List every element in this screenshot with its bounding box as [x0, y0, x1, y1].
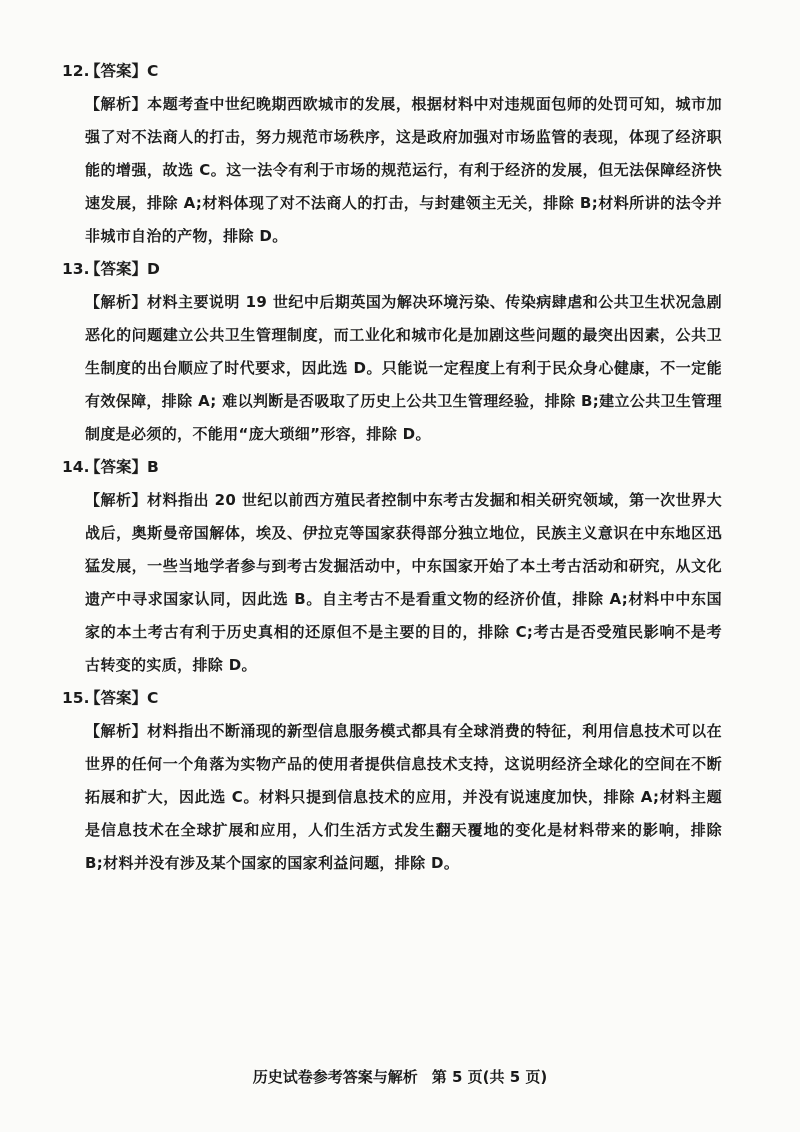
analysis-label: 【解析】: [85, 293, 147, 311]
footer-page-indicator: 第 5 页(共 5 页): [431, 1068, 548, 1086]
analysis-text: 材料指出 20 世纪以前西方殖民者控制中东考古发掘和相关研究领域，第一次世界大战后，奥斯曼帝国解体，埃及、伊拉克等国家获得部分独立地位，民族主义意识在中东地区迅猛发展，一些当地学者参与到考古发掘活动中，中东国家开始了本土考古活动和研究，从文化遗产中寻求国家认同，因此选 B。自主考古不是看重文物的经济价值，排除 A;材料中中东国家的本土考古有利于历史真相的还原但不是主要的目的，排除 C;考古是否受殖民影响不是考古转变的实质，排除 D。: [85, 491, 722, 674]
question-number: 12.: [62, 62, 90, 80]
answer-letter: D: [147, 260, 160, 278]
page-footer: [0, 1064, 800, 1090]
answer-label: 【答案】: [85, 689, 148, 707]
answer-item-13: [62, 253, 722, 451]
question-number: 14.: [62, 458, 90, 476]
analysis-paragraph: [85, 484, 722, 682]
analysis-paragraph: [85, 88, 722, 253]
answer-line: [85, 682, 722, 715]
answer-label: 【答案】: [85, 458, 148, 476]
answer-label: 【答案】: [85, 260, 148, 278]
answer-line: [85, 451, 722, 484]
analysis-text: 材料指出不断涌现的新型信息服务模式都具有全球消费的特征，利用信息技术可以在世界的任何一个角落为实物产品的使用者提供信息技术支持，这说明经济全球化的空间在不断拓展和扩大，因此选 C。材料只提到信息技术的应用，并没有说速度加快，排除 A;材料主题是信息技术在全球扩展和应用，人们生活方式发生翻天覆地的变化是材料带来的影响，排除 B;材料并没有涉及某个国家的国家利益问题，排除 D。: [85, 722, 722, 872]
answer-item-14: [62, 451, 722, 682]
analysis-label: 【解析】: [85, 722, 148, 740]
analysis-label: 【解析】: [85, 95, 148, 113]
analysis-paragraph: [85, 715, 722, 880]
analysis-paragraph: [85, 286, 722, 451]
question-number: 13.: [62, 260, 90, 278]
answer-line: [85, 55, 722, 88]
answer-item-12: [62, 55, 722, 253]
answer-letter: C: [147, 62, 159, 80]
analysis-text: 本题考查中世纪晚期西欧城市的发展，根据材料中对违规面包师的处罚可知，城市加强了对不法商人的打击，努力规范市场秩序，这是政府加强对市场监管的表现，体现了经济职能的增强，故选 C。这一法令有利于市场的规范运行，有利于经济的发展，但无法保障经济快速发展，排除 A;材料体现了对不法商人的打击，与封建领主无关，排除 B;材料所讲的法令并非城市自治的产物，排除 D。: [85, 95, 722, 245]
answer-line: [85, 253, 722, 286]
answer-item-15: [62, 682, 722, 880]
answer-label: 【答案】: [85, 62, 148, 80]
question-number: 15.: [62, 689, 90, 707]
analysis-text: 材料主要说明 19 世纪中后期英国为解决环境污染、传染病肆虐和公共卫生状况急剧恶化的问题建立公共卫生管理制度，而工业化和城市化是加剧这些问题的最突出因素，公共卫生制度的出台顺应了时代要求，因此选 D。只能说一定程度上有利于民众身心健康，不一定能有效保障，排除 A; 难以判断是否吸取了历史上公共卫生管理经验，排除 B;建立公共卫生管理制度是必须的，不能用“庞大琐细”形容，排除 D。: [85, 293, 722, 443]
analysis-label: 【解析】: [85, 491, 147, 509]
answer-letter: B: [147, 458, 159, 476]
answer-letter: C: [147, 689, 159, 707]
footer-doc-title: 历史试卷参考答案与解析: [252, 1068, 418, 1086]
answer-sheet-page: [62, 55, 722, 880]
